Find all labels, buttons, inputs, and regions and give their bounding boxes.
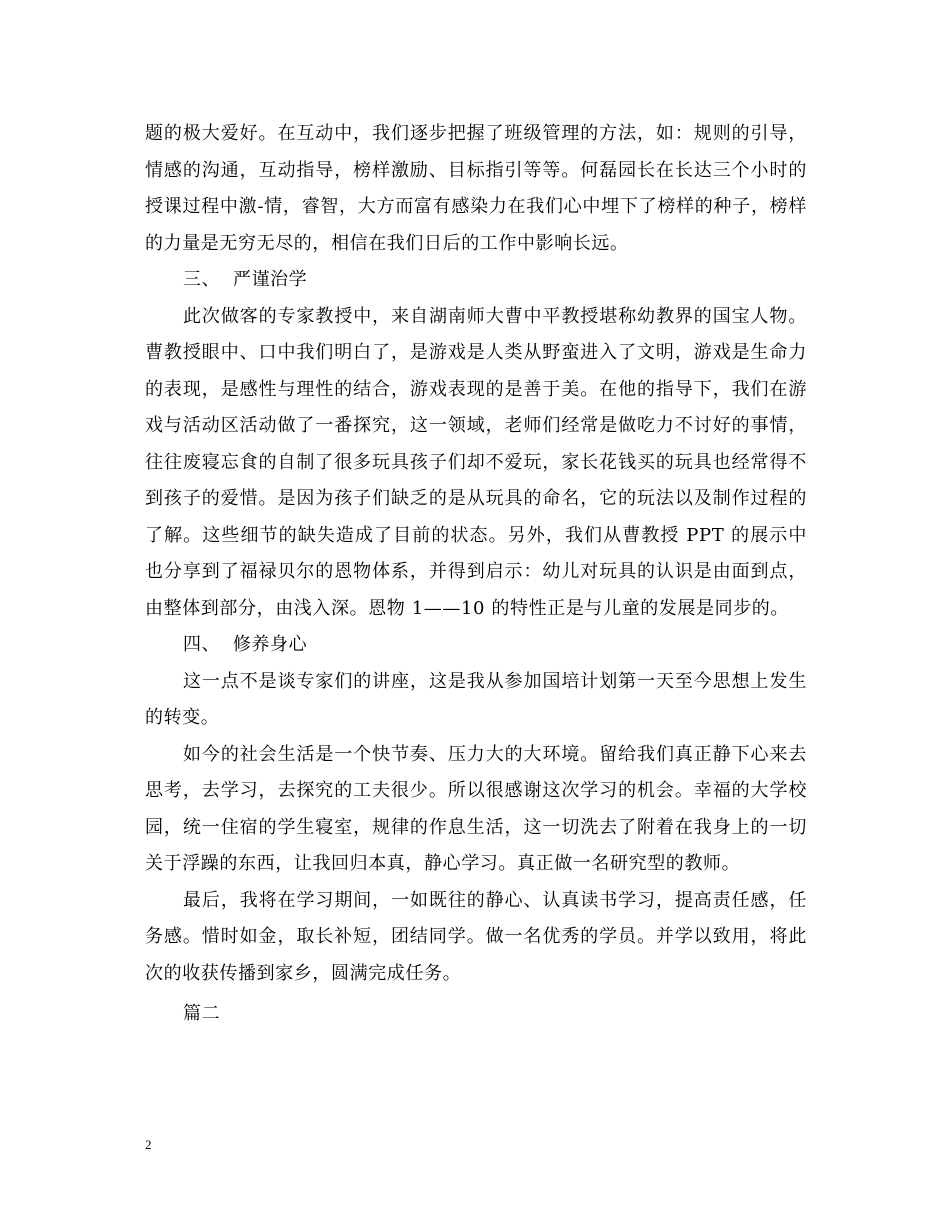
paragraph-social-life: 如今的社会生活是一个快节奏、压力大的大环境。留给我们真正静下心来去思考，去学习，去探究的工夫很少。所以很感谢这次学习的机会。幸福的大学校园，统一住宿的学生寝室，规律的作息生活，这一切洗去了附着在我身上的一切关于浮躁的东西，让我回归本真，静心学习。真正做一名研究型的教师。	[145, 743, 807, 874]
document-body	[145, 116, 807, 1033]
paragraph-class-management: 题的极大爱好。在互动中，我们逐步把握了班级管理的方法，如：规则的引导，情感的沟通，互动指导，榜样激励、目标指引等等。何磊园长在长达三个小时的授课过程中激-情，睿智，大方而富有感染力在我们心中埋下了榜样的种子，榜样的力量是无穷无尽的，相信在我们日后的工作中影响长远。	[145, 123, 807, 254]
section-heading-rigorous-study: 三、 严谨治学	[183, 269, 308, 290]
paragraph-professor-cao: 此次做客的专家教授中，来自湖南师大曹中平教授堪称幼教界的国宝人物。曹教授眼中、口中我们明白了，是游戏是人类从野蛮进入了文明，游戏是生命力的表现，是感性与理性的结合，游戏表现的是善于美。在他的指导下，我们在游戏与活动区活动做了一番探究，这一领域，老师们经常是做吃力不讨好的事情，往往废寝忘食的自制了很多玩具孩子们却不爱玩，家长花钱买的玩具也经常得不到孩子的爱惜。是因为孩子们缺乏的是从玩具的命名，它的玩法以及制作过程的了解。这些细节的缺失造成了目前的状态。另外，我们从曹教授 PPT 的展示中也分享到了福禄贝尔的恩物体系，并得到启示：幼儿对玩具的认识是由面到点，由整体到部分，由浅入深。恩物 1——10 的特性正是与儿童的发展是同步的。	[145, 305, 807, 619]
paragraph-mindset-change: 这一点不是谈专家们的讲座，这是我从参加国培计划第一天至今思想上发生的转变。	[145, 670, 807, 728]
section-heading-part-two: 篇二	[183, 1003, 221, 1024]
paragraph-conclusion: 最后，我将在学习期间，一如既往的静心、认真读书学习，提高责任感，任务感。惜时如金，取长补短，团结同学。做一名优秀的学员。并学以致用，将此次的收获传播到家乡，圆满完成任务。	[145, 889, 807, 984]
section-heading-self-cultivation: 四、 修养身心	[183, 634, 308, 655]
page-number: 2	[145, 1137, 152, 1152]
